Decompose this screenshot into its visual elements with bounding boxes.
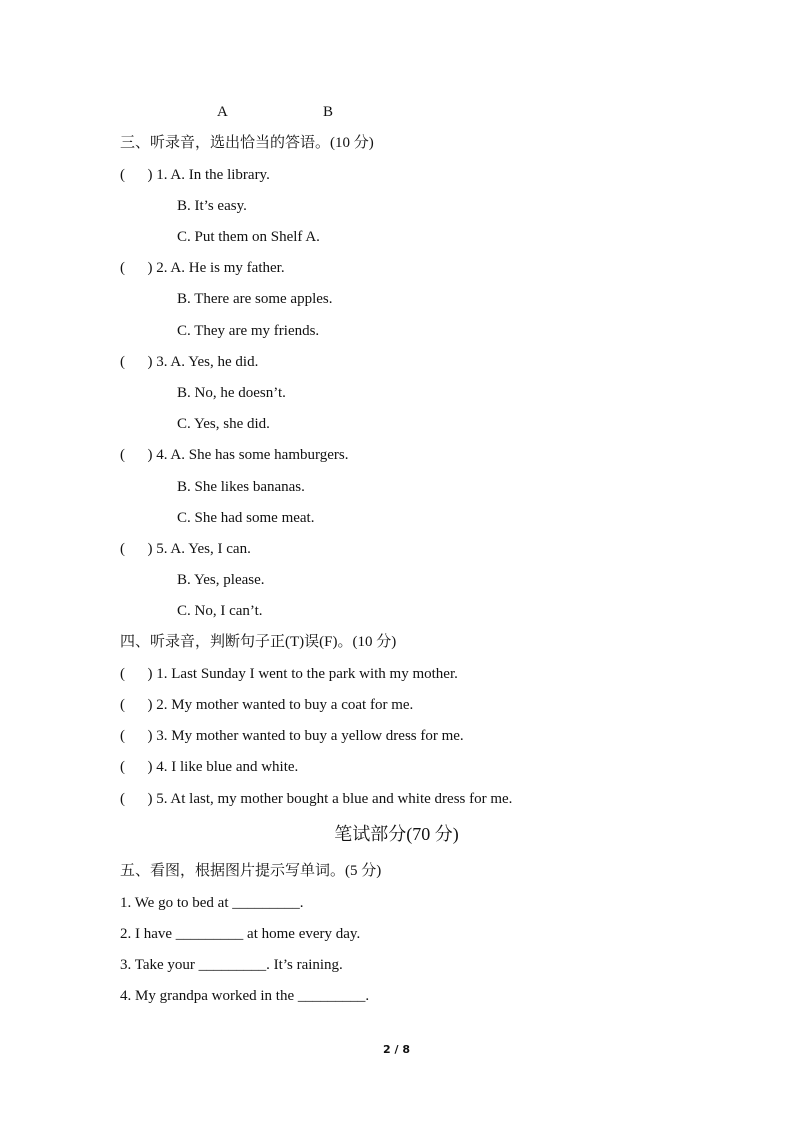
question-text: 4. A. She has some hamburgers. (156, 447, 349, 463)
answer-paren[interactable]: ( ) (120, 260, 153, 276)
question-text: 5. A. Yes, I can. (156, 541, 251, 557)
section4-item-4 (120, 758, 298, 776)
label-a: A (217, 104, 228, 120)
section3-heading: 三、听录音，选出恰当的答语。(10 分) (120, 135, 374, 151)
section3-question-4 (120, 446, 348, 464)
answer-paren[interactable]: ( ) (120, 791, 153, 807)
item-text: 4. I like blue and white. (156, 759, 299, 775)
answer-paren[interactable]: ( ) (120, 167, 153, 183)
section3-q1-option-c: C. Put them on Shelf A. (177, 229, 320, 245)
section3-q3-option-c: C. Yes, she did. (177, 416, 270, 432)
section4-item-5 (120, 790, 512, 808)
answer-paren[interactable]: ( ) (120, 541, 153, 557)
item-text: 1. Last Sunday I went to the park with my mother. (156, 666, 458, 682)
written-part-title: 笔试部分(70 分) (334, 824, 459, 844)
answer-paren[interactable]: ( ) (120, 697, 153, 713)
section3-question-3 (120, 353, 258, 371)
section5-item-2: 2. I have _________ at home every day. (120, 926, 361, 942)
item-text: 5. At last, my mother bought a blue and white dress for me. (156, 791, 513, 807)
answer-paren[interactable]: ( ) (120, 447, 153, 463)
section5-heading: 五、看图，根据图片提示写单词。(5 分) (120, 863, 382, 879)
answer-paren[interactable]: ( ) (120, 728, 153, 744)
answer-paren[interactable]: ( ) (120, 666, 153, 682)
question-text: 2. A. He is my father. (156, 260, 285, 276)
section5-item-3: 3. Take your _________. It’s raining. (120, 957, 343, 973)
section5-item-4: 4. My grandpa worked in the _________. (120, 988, 370, 1004)
section3-question-2 (120, 259, 285, 277)
section3-q1-option-b: B. It’s easy. (177, 198, 247, 214)
section3-q4-option-c: C. She had some meat. (177, 510, 315, 526)
section4-item-1 (120, 665, 458, 683)
section3-q5-option-c: C. No, I can’t. (177, 603, 263, 619)
question-text: 1. A. In the library. (156, 167, 270, 183)
section3-question-1 (120, 166, 270, 184)
page-number: 2 / 8 (383, 1043, 410, 1056)
question-text: 3. A. Yes, he did. (156, 354, 259, 370)
section3-q2-option-b: B. There are some apples. (177, 291, 333, 307)
section3-q5-option-b: B. Yes, please. (177, 572, 265, 588)
item-text: 2. My mother wanted to buy a coat for me. (156, 697, 414, 713)
section4-item-2 (120, 696, 413, 714)
answer-paren[interactable]: ( ) (120, 759, 153, 775)
answer-paren[interactable]: ( ) (120, 354, 153, 370)
label-b: B (323, 104, 334, 120)
section4-heading: 四、听录音，判断句子正(T)误(F)。(10 分) (120, 634, 397, 650)
section3-question-5 (120, 540, 251, 558)
section4-item-3 (120, 727, 464, 745)
section3-q4-option-b: B. She likes bananas. (177, 479, 305, 495)
section3-q3-option-b: B. No, he doesn’t. (177, 385, 286, 401)
section5-item-1: 1. We go to bed at _________. (120, 895, 304, 911)
section3-q2-option-c: C. They are my friends. (177, 323, 320, 339)
item-text: 3. My mother wanted to buy a yellow dress for me. (156, 728, 464, 744)
